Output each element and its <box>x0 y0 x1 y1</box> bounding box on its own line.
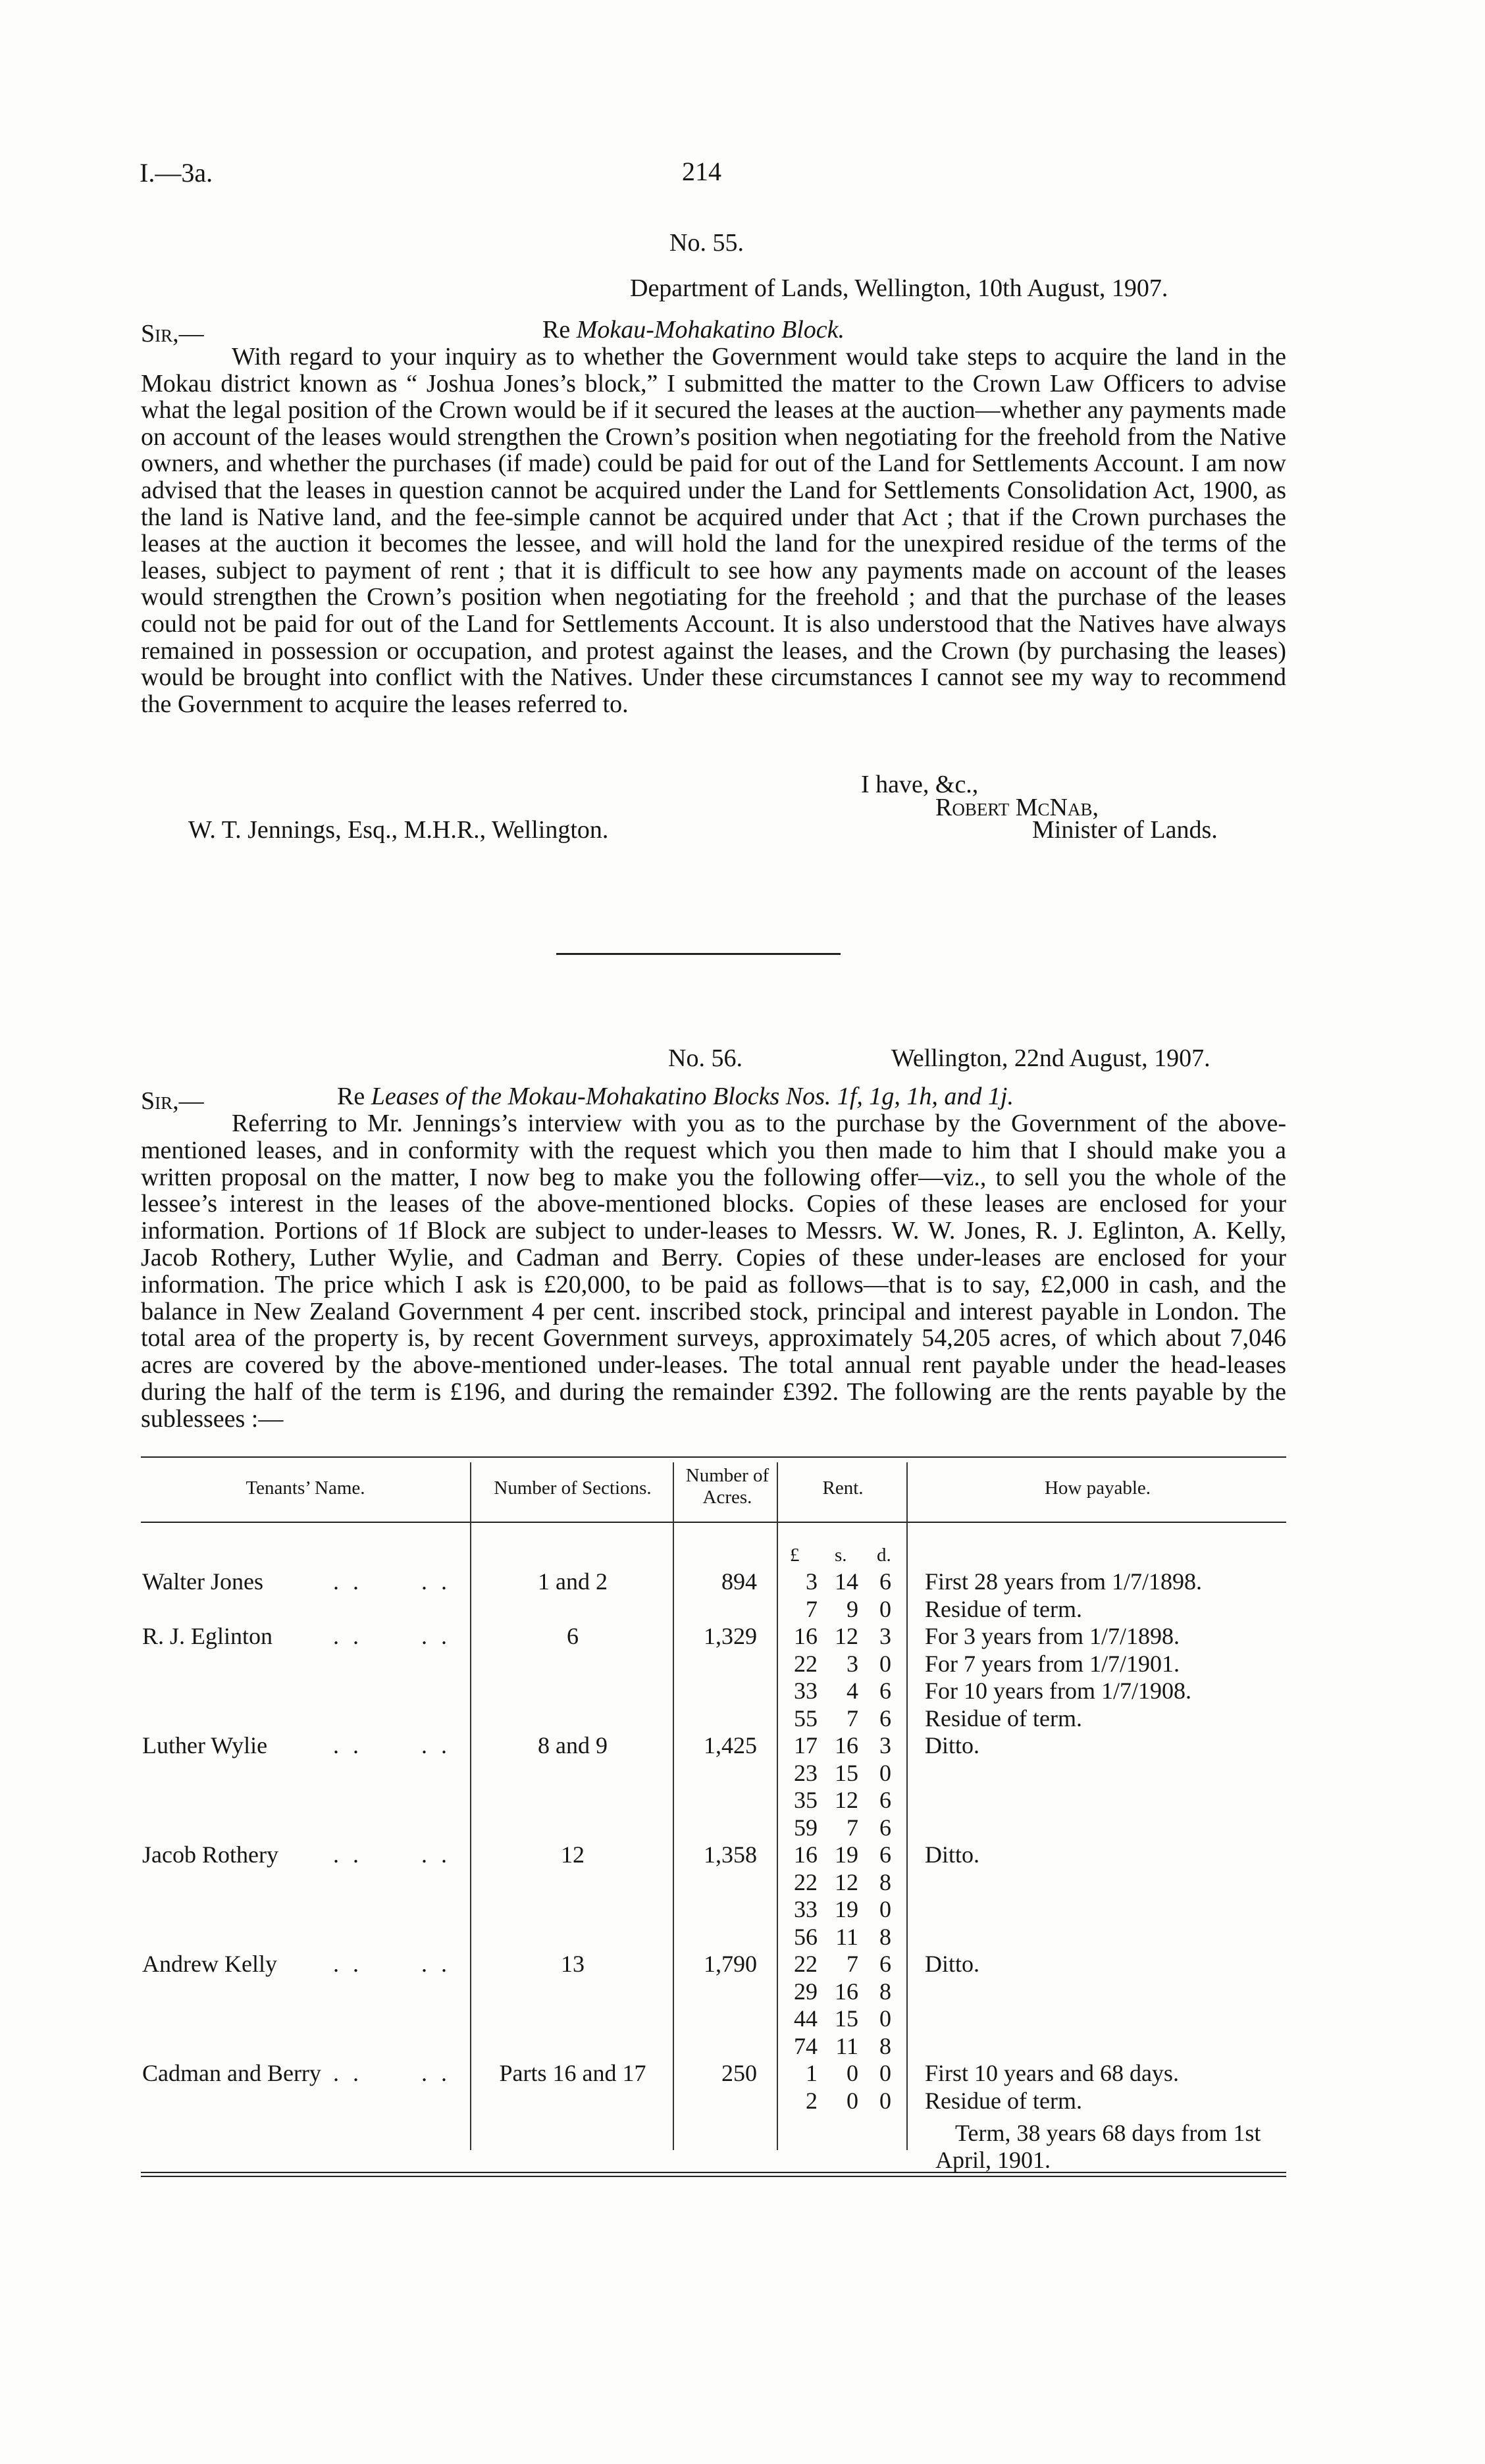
letter-56-re: Re <box>337 1083 365 1110</box>
rent-pence: 0 <box>879 1595 891 1622</box>
rent-pounds: 2 <box>806 2087 818 2114</box>
rent-shillings: 12 <box>835 1787 858 1813</box>
letter-56-salutation: Sir,— <box>141 1087 204 1115</box>
acres-value: 1,329 <box>704 1623 757 1649</box>
leader-dots: . . <box>333 1623 363 1649</box>
rent-shillings: 15 <box>835 2005 858 2032</box>
rent-pounds: 33 <box>794 1896 818 1922</box>
rent-pounds: 7 <box>806 1595 818 1622</box>
table-header-rule <box>141 1522 1286 1523</box>
leader-dots: . . <box>421 1623 451 1649</box>
letter-55-addressee: W. T. Jennings, Esq., M.H.R., Wellington. <box>188 816 609 844</box>
header-sections: Number of Sections. <box>494 1477 652 1499</box>
rent-shillings: 0 <box>847 2087 858 2114</box>
leader-dots: . . <box>333 1732 363 1758</box>
tenant-name: Luther Wylie <box>142 1732 268 1758</box>
rent-pounds: 44 <box>794 2005 818 2032</box>
letter-55-body <box>141 344 1286 717</box>
rent-pence: 6 <box>879 1678 891 1704</box>
page-number: 214 <box>682 157 721 186</box>
header-tenants: Tenants’ Name. <box>246 1477 365 1499</box>
section-numbers: 8 and 9 <box>538 1732 608 1758</box>
rent-shillings: 12 <box>835 1623 858 1649</box>
header-rent: Rent. <box>822 1477 864 1499</box>
rent-pence: 8 <box>879 1978 891 2005</box>
rent-shillings: 9 <box>847 1595 858 1622</box>
rent-pence: 6 <box>879 1841 891 1868</box>
letter-55-number: No. 55. <box>669 229 744 257</box>
table-footnote-line <box>935 2120 1278 2174</box>
rent-pence: 0 <box>879 2005 891 2032</box>
acres-value: 1,790 <box>704 1951 757 1977</box>
how-payable: For 7 years from 1/7/1901. <box>925 1650 1180 1677</box>
acres-value: 894 <box>721 1568 757 1595</box>
rent-shillings: 15 <box>835 1759 858 1786</box>
rent-pounds: 29 <box>794 1978 818 2005</box>
leader-dots: . . <box>333 1568 363 1595</box>
rent-shillings: 7 <box>847 1951 858 1977</box>
rent-pence: 0 <box>879 1650 891 1677</box>
letter-55-signatory: Robert McNab, <box>935 794 1099 821</box>
section-numbers: Parts 16 and 17 <box>499 2060 646 2086</box>
column-divider <box>906 1462 908 2150</box>
rent-pence: 3 <box>879 1623 891 1649</box>
how-payable: Residue of term. <box>925 2087 1082 2114</box>
how-payable: Ditto. <box>925 1732 980 1758</box>
rent-pounds: 59 <box>794 1814 818 1841</box>
letter-55-re: Re <box>542 316 571 344</box>
letter-55-signatory-title: Minister of Lands. <box>1032 816 1218 844</box>
letter-56-dateline: Wellington, 22nd August, 1907. <box>891 1044 1211 1072</box>
rent-shillings: 12 <box>835 1868 858 1895</box>
how-payable: Residue of term. <box>925 1595 1082 1622</box>
leader-dots: . . <box>421 2060 451 2086</box>
section-numbers: 6 <box>567 1623 579 1649</box>
rent-shillings: 19 <box>835 1896 858 1922</box>
rent-pounds: 3 <box>806 1568 818 1595</box>
rent-pounds: 74 <box>794 2032 818 2059</box>
rent-shillings: 14 <box>835 1568 858 1595</box>
letter-56-body <box>141 1110 1286 1433</box>
rent-unit-pence: d. <box>877 1545 891 1566</box>
how-payable: First 28 years from 1/7/1898. <box>925 1568 1202 1595</box>
rent-pence: 0 <box>879 2087 891 2114</box>
document-reference: I.—3a. <box>140 158 213 188</box>
letter-56-body-text: Referring to Mr. Jennings’s interview with you as to the purchase by the Government of the above-mentioned leases, and in conformity with the request which you then made to him that I should make you a written proposal on the matter, I now beg to make you the following offer—viz., to sell you the whole of the lessee’s interest in the leases of the above-mentioned blocks. Copies of these leases are enclosed for your information. Portions of 1f Block are subject to under-leases to Messrs. W. W. Jones, R. J. Eglinton, A. Kelly, Jacob Rothery, Luther Wylie, and Cadman and Berry. Copies of these under-leases are enclosed for your information. The price which I ask is £20,000, to be paid as follows—that is to say, £2,000 in cash, and the balance in New Zealand Government 4 per cent. inscribed stock, principal and interest payable in London. The total area of the property is, by recent Government surveys, approximately 54,205 acres, of which about 7,046 acres are covered by the above-mentioned under-leases. The total annual rent payable under the head-leases during the half of the term is £196, and during the remainder £392. The following are the rents payable by the sublessees :— <box>141 1110 1286 1433</box>
table-bottom-rule-2 <box>141 2176 1286 2177</box>
column-divider <box>673 1462 674 2150</box>
leader-dots: . . <box>421 1951 451 1977</box>
letter-55-body-text: With regard to your inquiry as to whether the Government would take steps to acquire the land in the Mokau district known as “ Joshua Jones’s block,” I submitted the matter to the Crown Law Officers to advise what the legal position of the Crown would be if it secured the leases at the auction—whether any payments made on account of the leases would strengthen the Crown’s position when negotiating for the freehold from the Native owners, and whether the purchases (if made) could be paid for out of the Land for Settlements Account. I am now advised that the leases in question cannot be acquired under the Land for Settlements Consolidation Act, 1900, as the land is Native land, and the fee-simple cannot be acquired under that Act ; that if the Crown purchases the leases at the auction it becomes the lessee, and will hold the land for the unexpired residue of the terms of the leases, subject to payment of rent ; that it is difficult to see how any payments made on account of the leases would strengthen the Crown’s position when negotiating for the freehold ; and that the purchase of the leases could not be paid for out of the Land for Settlements Account. It is also understood that the Natives have always remained in possession or occupation, and protest against the leases, and the Crown (by purchasing the leases) would be brought into conflict with the Natives. Under these circumstances I cannot see my way to recommend the Government to acquire the leases referred to. <box>141 343 1286 718</box>
tenant-name: Walter Jones <box>142 1568 264 1595</box>
header-how-payable: How payable. <box>1044 1477 1151 1499</box>
rent-unit-pounds: £ <box>790 1545 800 1566</box>
rent-pounds: 16 <box>794 1623 818 1649</box>
leader-dots: . . <box>333 2060 363 2086</box>
how-payable: Residue of term. <box>925 1705 1082 1732</box>
rent-shillings: 11 <box>835 2032 858 2059</box>
table-footnote: Term, 38 years 68 days from 1st April, 1901. <box>935 2120 1261 2173</box>
letter-55-dateline: Department of Lands, Wellington, 10th August, 1907. <box>630 274 1168 302</box>
table-top-rule <box>141 1456 1286 1458</box>
rent-pence: 6 <box>879 1568 891 1595</box>
rent-pence: 0 <box>879 2060 891 2086</box>
how-payable: First 10 years and 68 days. <box>925 2060 1179 2086</box>
section-numbers: 1 and 2 <box>538 1568 608 1595</box>
leader-dots: . . <box>421 1732 451 1758</box>
rent-pounds: 17 <box>794 1732 818 1758</box>
rent-shillings: 7 <box>847 1814 858 1841</box>
section-numbers: 12 <box>561 1841 585 1868</box>
rent-pence: 6 <box>879 1951 891 1977</box>
rent-shillings: 11 <box>835 1923 858 1950</box>
header-acres: Number of Acres. <box>685 1465 769 1508</box>
rent-pence: 3 <box>879 1732 891 1758</box>
rent-unit-shillings: s. <box>835 1545 847 1566</box>
letter-55-closing: I have, &c., <box>861 771 979 798</box>
rent-pounds: 35 <box>794 1787 818 1813</box>
tenant-name: Cadman and Berry <box>142 2060 321 2086</box>
rent-shillings: 7 <box>847 1705 858 1732</box>
rent-pence: 8 <box>879 1923 891 1950</box>
rent-pounds: 22 <box>794 1868 818 1895</box>
rent-shillings: 19 <box>835 1841 858 1868</box>
letter-56-subject <box>337 1081 1014 1112</box>
section-divider <box>556 953 841 955</box>
tenant-name: R. J. Eglinton <box>142 1623 273 1649</box>
column-divider <box>777 1462 778 2150</box>
rent-shillings: 0 <box>847 2060 858 2086</box>
letter-55-subject-title: Mokau-Mohakatino Block. <box>576 316 845 344</box>
leader-dots: . . <box>333 1951 363 1977</box>
letter-56-number: No. 56. <box>668 1044 742 1072</box>
tenant-name: Jacob Rothery <box>142 1841 278 1868</box>
rent-pounds: 55 <box>794 1705 818 1732</box>
how-payable: Ditto. <box>925 1951 980 1977</box>
rent-shillings: 3 <box>847 1650 858 1677</box>
how-payable: Ditto. <box>925 1841 980 1868</box>
how-payable: For 3 years from 1/7/1898. <box>925 1623 1180 1649</box>
leader-dots: . . <box>421 1568 451 1595</box>
section-numbers: 13 <box>561 1951 585 1977</box>
rent-pounds: 56 <box>794 1923 818 1950</box>
rent-pounds: 1 <box>806 2060 818 2086</box>
rent-pence: 8 <box>879 2032 891 2059</box>
acres-value: 250 <box>721 2060 757 2086</box>
tenant-name: Andrew Kelly <box>142 1951 277 1977</box>
rent-pence: 6 <box>879 1705 891 1732</box>
letter-55-salutation: Sir,— <box>141 320 204 347</box>
how-payable: For 10 years from 1/7/1908. <box>925 1678 1191 1704</box>
acres-value: 1,358 <box>704 1841 757 1868</box>
rent-pence: 6 <box>879 1814 891 1841</box>
rent-pence: 0 <box>879 1759 891 1786</box>
rent-shillings: 16 <box>835 1732 858 1758</box>
letter-56-subject-title: Leases of the Mokau-Mohakatino Blocks Nos. 1f, 1g, 1h, and 1j. <box>371 1083 1014 1110</box>
rent-pounds: 22 <box>794 1951 818 1977</box>
acres-value: 1,425 <box>704 1732 757 1758</box>
rent-pence: 6 <box>879 1787 891 1813</box>
rent-pence: 0 <box>879 1896 891 1922</box>
rent-pounds: 23 <box>794 1759 818 1786</box>
column-divider <box>470 1462 471 2150</box>
leader-dots: . . <box>421 1841 451 1868</box>
rent-pounds: 16 <box>794 1841 818 1868</box>
rent-pounds: 33 <box>794 1678 818 1704</box>
rent-pence: 8 <box>879 1868 891 1895</box>
letter-55-subject <box>542 315 845 345</box>
rent-shillings: 4 <box>847 1678 858 1704</box>
leader-dots: . . <box>333 1841 363 1868</box>
rent-pounds: 22 <box>794 1650 818 1677</box>
rent-shillings: 16 <box>835 1978 858 2005</box>
